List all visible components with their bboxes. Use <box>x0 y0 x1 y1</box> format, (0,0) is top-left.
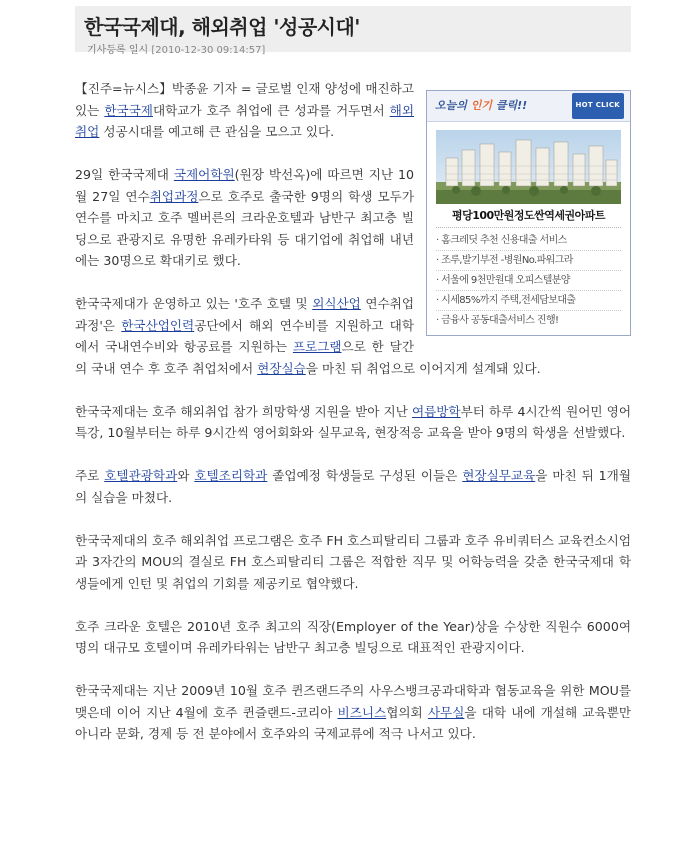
keyword-link[interactable]: 호텔관광학과 <box>104 468 178 483</box>
paragraph-text: 29일 한국국제대 <box>75 167 174 182</box>
bullet-icon: · <box>436 315 442 326</box>
article-header <box>75 6 631 56</box>
ad-title-highlight: 인기 <box>470 99 492 113</box>
paragraph-text: 으로 호주로 출국한 9명의 학생 모두가 연수를 마치고 호주 멜버른의 크라운호텔과 남반구 최고층 빌딩으로 관광지로 유명한 유레카타워 등 대기업에 취업해 내년에는 30명으로 확대키로 했다. <box>75 188 414 268</box>
paragraph-text: 연수취업과정'은 <box>75 296 415 333</box>
keyword-link[interactable]: 한국국제 <box>104 102 153 118</box>
paragraph-text: 공단에서 해외 연수비를 지원하고 대학에서 국내연수비와 항공료를 지원하는 <box>75 317 414 354</box>
ad-link-text: 시세85%까지 주택,전세담보대출 <box>441 295 576 306</box>
paragraph-text: 을 마친 뒤 취업으로 이어지게 설계돼 있다. <box>305 360 541 376</box>
hot-click-ad-box[interactable] <box>426 90 631 336</box>
keyword-link[interactable]: 비즈니스 <box>337 704 387 720</box>
paragraph-text: 한국국제대는 지난 2009년 10월 호주 퀸즈랜드주의 사우스뱅크공과대학과 협동교육을 위한 MOU를 맺은데 이어 지난 4월에 호주 퀸즐랜드-코리아 <box>75 683 631 720</box>
paragraph-text: 한국국제대는 호주 해외취업 참가 희망학생 지원을 받아 지난 <box>75 403 412 419</box>
paragraph-text: 대학교가 호주 취업에 큰 성과를 거두면서 <box>152 102 390 118</box>
paragraph-text: 와 <box>177 468 195 483</box>
keyword-link[interactable]: 여름방학 <box>411 403 461 419</box>
ad-title <box>435 95 527 117</box>
keyword-link[interactable]: 현장실습 <box>257 360 306 376</box>
ad-caption-link[interactable]: 평당100만원정도싼역세권아파트 <box>451 209 606 222</box>
paragraph-text: 을 마친 뒤 1개월의 실습을 마쳤다. <box>75 468 632 505</box>
bullet-icon: · <box>436 295 442 306</box>
bullet-icon: · <box>436 235 442 246</box>
article-body <box>75 78 631 766</box>
keyword-link[interactable]: 호텔조리학과 <box>194 468 268 483</box>
ad-link-item[interactable] <box>436 291 621 311</box>
keyword-link[interactable]: 취업과정 <box>149 188 199 204</box>
ad-title-prefix: 오늘의 <box>435 99 471 113</box>
keyword-link[interactable]: 현장실무교육 <box>462 468 536 483</box>
keyword-link[interactable]: 해외취업 <box>75 102 414 139</box>
paragraph-text: 한국국제대의 호주 해외취업 프로그램은 호주 FH 호스피탈리티 그룹과 호주 유비쿼터스 교육컨소시엄과 3자간의 MOU의 결실로 FH 호스피탈리티 그룹은 적합한 직무 및 어학능력을 갖춘 한국국제대 학생들에게 인턴 및 취업의 기회를 제공키로 협약했다. <box>75 532 631 591</box>
ad-link-list <box>436 227 621 330</box>
paragraph-text: 호주 크라운 호텔은 2010년 호주 최고의 직장(Employer of the Year)상을 수상한 직원수 6000여명의 대규모 호텔이며 유레카타워는 남반구 최고층 빌딩으로 대표적인 관광지이다. <box>75 618 631 655</box>
ad-link-item[interactable] <box>436 311 621 330</box>
article-paragraph <box>75 680 631 745</box>
keyword-link[interactable]: 사무실 <box>427 704 465 720</box>
ad-link-text: 서울에 9천만원대 오피스텔분양 <box>441 275 570 286</box>
article-paragraph <box>75 465 631 508</box>
article-meta <box>87 44 631 58</box>
keyword-link[interactable]: 프로그램 <box>292 339 342 354</box>
paragraph-text: 부터 하루 4시간씩 원어민 영어특강, 10월부터는 하루 9시간씩 영어회화와 실무교육, 현장적응 교육을 받아 9명의 학생을 선발했다. <box>75 403 632 440</box>
ad-link-text: 금융사 공동대출서비스 진행! <box>441 315 559 326</box>
paragraph-text: 【진주=뉴시스】박종윤 기자 = 글로벌 인재 양성에 매진하고 있는 <box>75 81 414 118</box>
registration-label: 기사등록 일시 <box>87 45 149 56</box>
hot-click-badge: HOT CLICK <box>572 93 625 119</box>
paragraph-text: 주로 <box>75 468 105 483</box>
ad-link-text: 조루,발기부전 -병원No.파워그라 <box>441 255 573 266</box>
keyword-link[interactable]: 한국산업인력 <box>121 317 195 333</box>
ad-link-item[interactable] <box>436 251 621 271</box>
keyword-link[interactable]: 외식산업 <box>312 296 361 311</box>
article-paragraph <box>75 616 631 659</box>
paragraph-text: 성공시대를 예고해 큰 관심을 모으고 있다. <box>99 124 335 139</box>
apartment-photo-icon[interactable] <box>436 130 621 204</box>
ad-link-item[interactable] <box>436 271 621 291</box>
registration-date: [2010-12-30 09:14:57] <box>151 45 266 56</box>
ad-title-suffix: 클릭!! <box>491 99 528 113</box>
paragraph-text: 으로 한 달간의 국내 연수 후 호주 취업처에서 <box>75 339 414 376</box>
ad-link-item[interactable] <box>436 231 621 251</box>
paragraph-text: (원장 박선옥)에 따르면 지난 10월 27일 연수 <box>75 167 414 204</box>
paragraph-text: 을 대학 내에 개설해 교육뿐만 아니라 문화, 경제 등 전 분야에서 호주와의 국제교류에 적극 나서고 있다. <box>75 704 632 741</box>
article-paragraph <box>75 401 631 444</box>
paragraph-text: 협의회 <box>386 704 428 720</box>
ad-header <box>427 91 630 122</box>
ad-link-text: 홈크레딧 추천 신용대출 서비스 <box>441 235 567 246</box>
bullet-icon: · <box>436 255 442 266</box>
article-paragraph <box>75 530 631 595</box>
article-title: 한국국제대, 해외취업 '성공시대' <box>84 15 360 39</box>
paragraph-text: 졸업예정 학생들로 구성된 이들은 <box>267 468 463 483</box>
paragraph-text: 한국국제대가 운영하고 있는 '호주 호텔 및 <box>75 296 313 311</box>
bullet-icon: · <box>436 275 442 286</box>
keyword-link[interactable]: 국제어학원 <box>173 167 235 182</box>
